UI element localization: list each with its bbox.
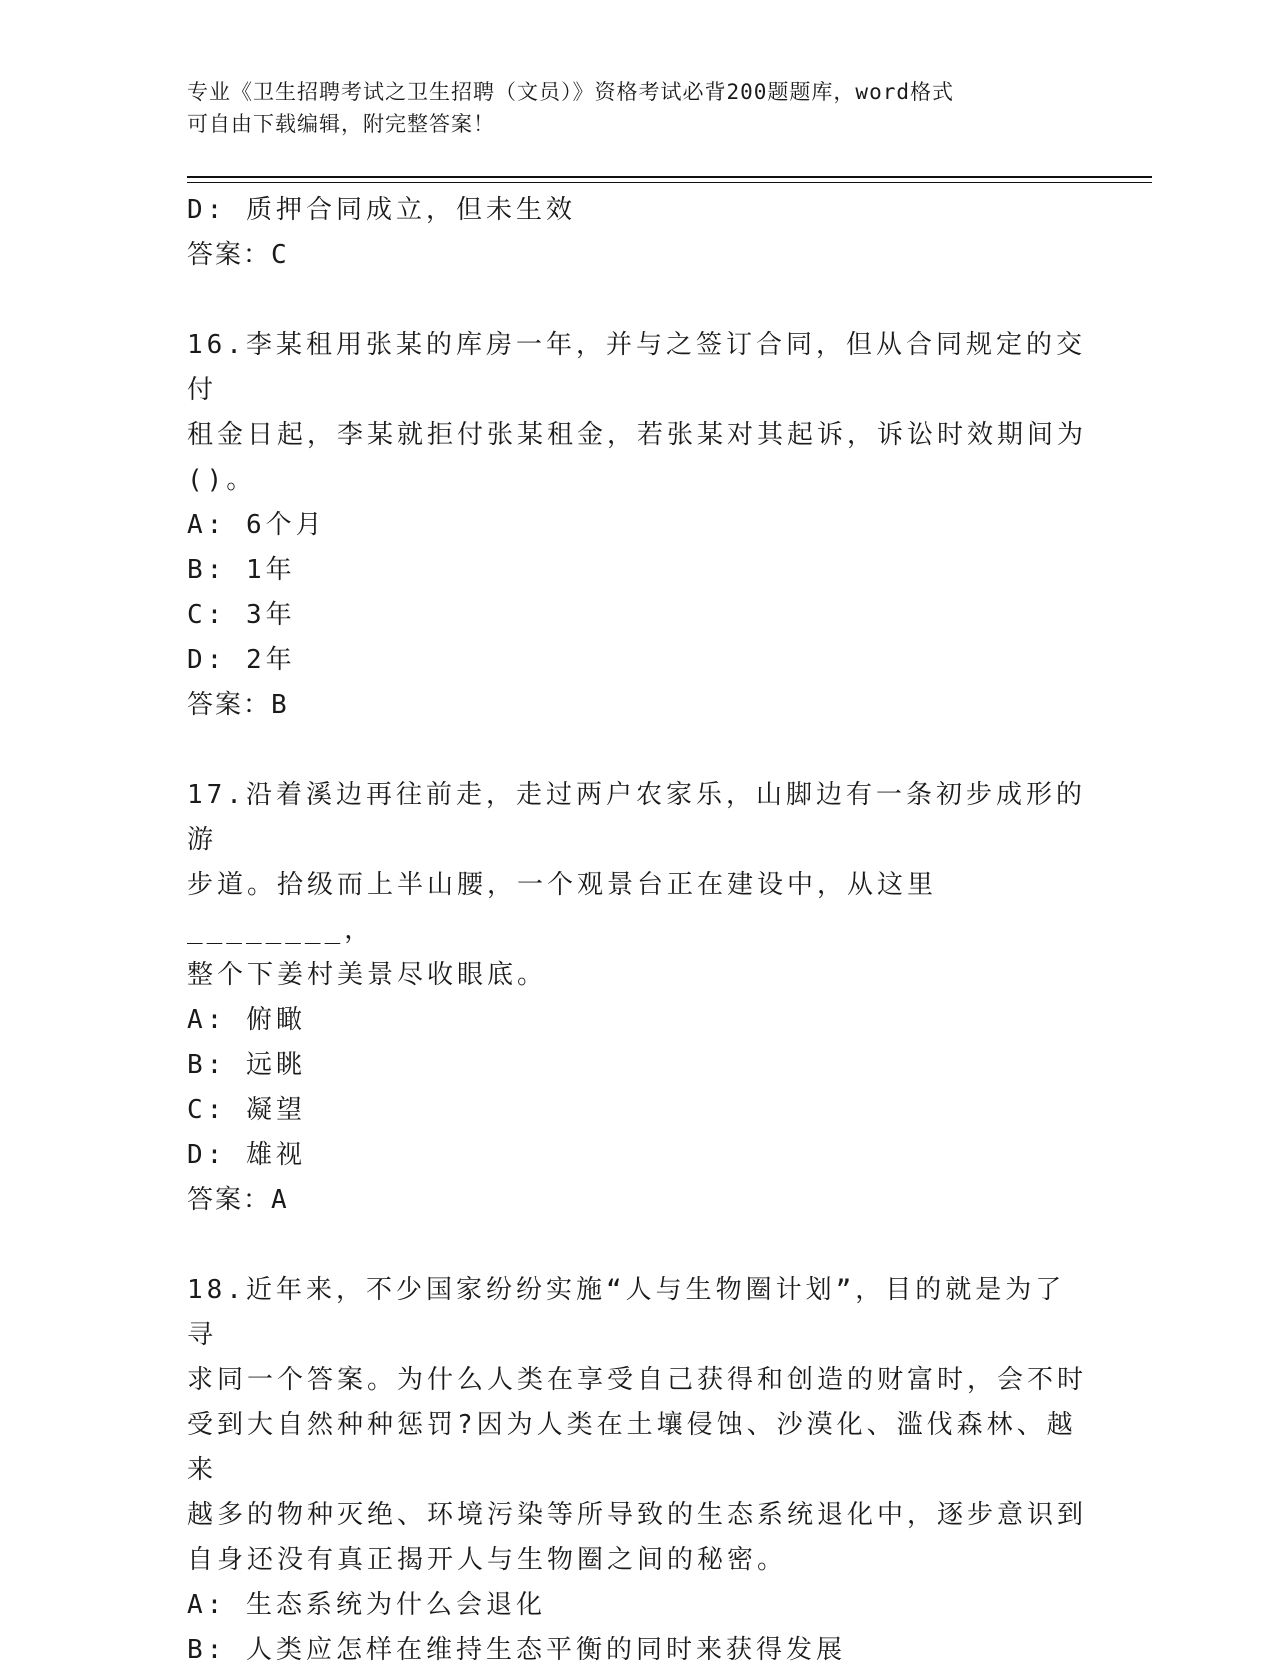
question-17-option-b: B: 远眺 xyxy=(187,1050,306,1080)
question-16-option-b: B: 1年 xyxy=(187,555,296,585)
question-17-stem-line-3: 整个下姜村美景尽收眼底。 xyxy=(187,960,548,990)
question-16-option-c: C: 3年 xyxy=(187,600,296,630)
question-18-stem-line-4: 越多的物种灭绝、环境污染等所导致的生态系统退化中，逐步意识到 xyxy=(187,1500,1088,1530)
question-17-stem-line-1: 17.沿着溪边再往前走，走过两户农家乐，山脚边有一条初步成形的游 xyxy=(187,780,1086,855)
question-16-stem-line-2: 租金日起，李某就拒付张某租金，若张某对其起诉，诉讼时效期间为 xyxy=(187,420,1088,450)
question-18-stem-line-2: 求同一个答案。为什么人类在享受自己获得和创造的财富时，会不时 xyxy=(187,1365,1088,1395)
question-18-option-b: B: 人类应怎样在维持生态平衡的同时来获得发展 xyxy=(187,1635,846,1665)
question-17-option-c: C: 凝望 xyxy=(187,1095,306,1125)
prev-option-d: D: 质押合同成立，但未生效 xyxy=(187,195,576,225)
question-16-option-a: A: 6个月 xyxy=(187,510,326,540)
question-18-stem-line-1: 18.近年来，不少国家纷纷实施“人与生物圈计划”，目的就是为了寻 xyxy=(187,1275,1066,1350)
question-17-option-a: A: 俯瞰 xyxy=(187,1005,306,1035)
question-18-stem-line-5: 自身还没有真正揭开人与生物圈之间的秘密。 xyxy=(187,1545,788,1575)
spacer xyxy=(187,728,1087,773)
question-17 xyxy=(187,773,1087,1223)
document-content xyxy=(187,188,1087,1673)
question-16-option-d: D: 2年 xyxy=(187,645,296,675)
question-16 xyxy=(187,323,1087,728)
spacer xyxy=(187,278,1087,323)
question-16-stem-line-1: 16.李某租用张某的库房一年，并与之签订合同，但从合同规定的交付 xyxy=(187,330,1086,405)
header-rule-thin xyxy=(187,182,1152,183)
question-17-answer: 答案：A xyxy=(187,1185,289,1215)
header-line-1: 专业《卫生招聘考试之卫生招聘（文员）》资格考试必背200题题库，word格式 xyxy=(187,80,954,104)
question-17-stem-line-2: 步道。拾级而上半山腰，一个观景台正在建设中，从这里________， xyxy=(187,870,938,945)
prev-answer: 答案：C xyxy=(187,240,289,270)
question-17-option-d: D: 雄视 xyxy=(187,1140,306,1170)
question-16-stem-line-3: ()。 xyxy=(187,465,257,495)
header-rule-thick xyxy=(187,176,1152,178)
question-18-option-a: A: 生态系统为什么会退化 xyxy=(187,1590,546,1620)
header-line-2: 可自由下载编辑，附完整答案！ xyxy=(187,112,495,136)
question-16-answer: 答案：B xyxy=(187,690,289,720)
question-18-stem-line-3: 受到大自然种种惩罚?因为人类在土壤侵蚀、沙漠化、滥伐森林、越来 xyxy=(187,1410,1077,1485)
spacer xyxy=(187,1223,1087,1268)
page-header xyxy=(187,76,1067,140)
question-18 xyxy=(187,1268,1087,1673)
